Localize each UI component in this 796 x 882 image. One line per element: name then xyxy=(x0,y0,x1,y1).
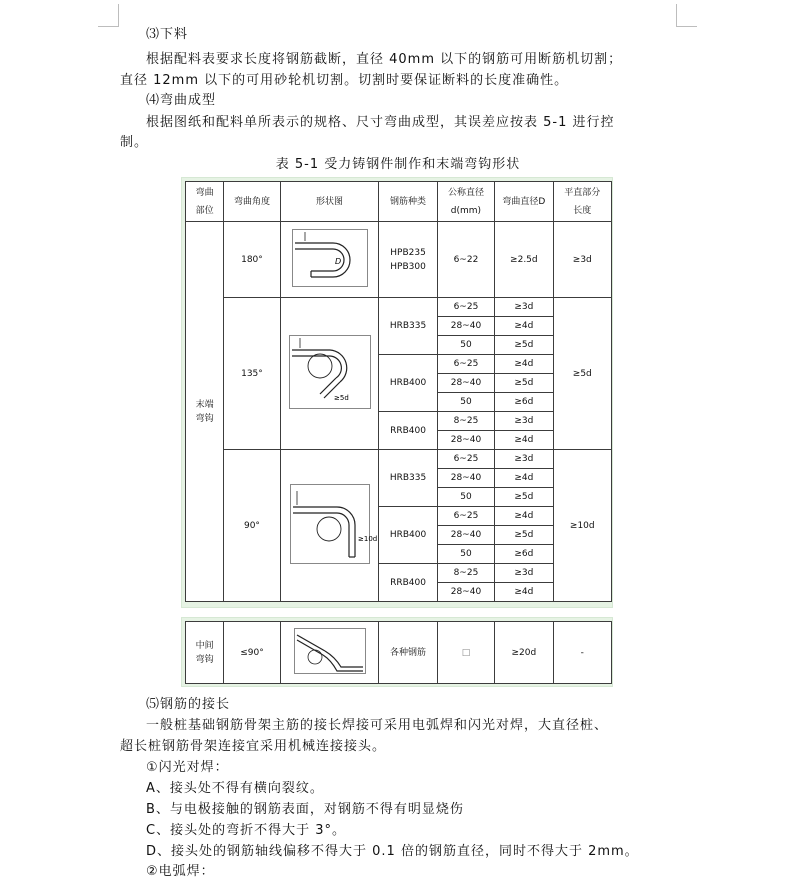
table-caption: 表 5-1 受力铸钢件制作和末端弯钩形状 xyxy=(275,157,521,172)
dia-middle: □ xyxy=(437,622,494,684)
type-135-rrb400: RRB400 xyxy=(379,412,437,450)
bend-135-3: ≥4d xyxy=(495,355,553,374)
label-d: D xyxy=(334,256,341,266)
type-135-hrb335: HRB335 xyxy=(379,298,437,355)
dia-135-2: 50 xyxy=(437,336,494,355)
dia-90-1: 28~40 xyxy=(437,469,494,488)
hook-135-figure xyxy=(289,335,371,409)
bend-90-7: ≥4d xyxy=(495,583,553,602)
header-type: 钢筋种类 xyxy=(379,182,437,222)
straight-90: ≥10d xyxy=(553,450,611,602)
bend-135-2: ≥5d xyxy=(495,336,553,355)
dia-90-7: 28~40 xyxy=(437,583,494,602)
heading-splice: ⑸钢筋的接长 xyxy=(146,697,231,712)
sub-arc-welding: ②电弧焊： xyxy=(146,864,215,879)
label-len-10d: ≥10d xyxy=(357,534,377,543)
para-bend-line-2: 制。 xyxy=(120,135,149,150)
para-splice-line-1: 一般桩基础钢筋骨架主筋的接长焊接可采用电弧焊和闪光对焊，大直径桩、 xyxy=(146,718,609,733)
type-135-hrb400: HRB400 xyxy=(379,355,437,412)
bending-table xyxy=(181,177,613,608)
header-straight-length: 平直部分 长度 xyxy=(553,182,611,222)
shape-90-cell xyxy=(280,450,379,602)
header-shape: 形状图 xyxy=(280,182,379,222)
bend-135-1: ≥4d xyxy=(495,317,553,336)
sub-flash-welding: ①闪光对焊： xyxy=(146,760,229,775)
bend-135-0: ≥3d xyxy=(495,298,553,317)
type-90-hrb335: HRB335 xyxy=(379,450,437,507)
bend-90-2: ≥5d xyxy=(495,488,553,507)
bend-90-0: ≥3d xyxy=(495,450,553,469)
straight-135: ≥5d xyxy=(553,298,611,450)
bend-middle: ≥20d xyxy=(495,622,553,684)
dia-90-6: 8~25 xyxy=(437,564,494,583)
bend-180: ≥2.5d xyxy=(495,222,553,298)
heading-bend: ⑷弯曲成型 xyxy=(146,93,217,108)
bend-90-3: ≥4d xyxy=(495,507,553,526)
hook-180-figure xyxy=(292,229,368,287)
bend-135-4: ≥5d xyxy=(495,374,553,393)
para-cut-line-1: 根据配料表要求长度将钢筋截断，直径 40mm 以下的钢筋可用断筋机切割； xyxy=(146,52,623,67)
type-middle: 各种钢筋 xyxy=(379,622,437,684)
dia-135-1: 28~40 xyxy=(437,317,494,336)
dia-90-3: 6~25 xyxy=(437,507,494,526)
item-b: B、与电极接触的钢筋表面，对钢筋不得有明显烧伤 xyxy=(146,802,464,817)
dia-90-5: 50 xyxy=(437,545,494,564)
item-a: A、接头处不得有横向裂纹。 xyxy=(146,781,324,796)
hook-middle-figure xyxy=(294,628,366,674)
header-angle: 弯曲角度 xyxy=(224,182,280,222)
header-diameter: 公称直径 d(mm) xyxy=(437,182,494,222)
type-90-rrb400: RRB400 xyxy=(379,564,437,602)
straight-180: ≥3d xyxy=(553,222,611,298)
shape-135-cell xyxy=(280,298,379,450)
item-d: D、接头处的钢筋轴线偏移不得大于 0.1 倍的钢筋直径，同时不得大于 2mm。 xyxy=(146,844,639,859)
header-part: 弯曲 部位 xyxy=(186,182,224,222)
bend-90-4: ≥5d xyxy=(495,526,553,545)
dia-135-7: 28~40 xyxy=(437,431,494,450)
para-cut-line-2: 直径 12mm 以下的可用砂轮机切割。切割时要保证断料的长度准确性。 xyxy=(120,73,569,88)
heading-cut: ⑶下料 xyxy=(146,27,189,42)
angle-180: 180° xyxy=(224,222,280,298)
para-bend-line-1: 根据图纸和配料单所表示的规格、尺寸弯曲成型，其误差应按表 5-1 进行控 xyxy=(146,115,615,130)
bend-135-5: ≥6d xyxy=(495,393,553,412)
dia-90-2: 50 xyxy=(437,488,494,507)
corner-mark-left xyxy=(98,4,119,27)
type-180: HPB235 HPB300 xyxy=(379,222,437,298)
middle-hook-table xyxy=(181,617,613,687)
hook-90-figure xyxy=(290,484,377,564)
dia-90-0: 6~25 xyxy=(437,450,494,469)
header-bend-diameter: 弯曲直径D xyxy=(495,182,553,222)
dia-135-6: 8~25 xyxy=(437,412,494,431)
dia-180: 6~22 xyxy=(437,222,494,298)
dia-135-3: 6~25 xyxy=(437,355,494,374)
type-90-hrb400: HRB400 xyxy=(379,507,437,564)
shape-middle-cell xyxy=(280,622,379,684)
dia-135-4: 28~40 xyxy=(437,374,494,393)
part-end-hook: 末端 弯钩 xyxy=(186,222,224,602)
angle-90: 90° xyxy=(224,450,280,602)
straight-middle: - xyxy=(553,622,611,684)
item-c: C、接头处的弯折不得大于 3°。 xyxy=(146,823,346,838)
shape-180-cell xyxy=(280,222,379,298)
bend-135-7: ≥4d xyxy=(495,431,553,450)
bend-135-6: ≥3d xyxy=(495,412,553,431)
label-len-5d: ≥5d xyxy=(333,393,349,402)
dia-135-5: 50 xyxy=(437,393,494,412)
para-splice-line-2: 超长桩钢筋骨架连接宜采用机械连接接头。 xyxy=(120,739,387,754)
bend-90-5: ≥6d xyxy=(495,545,553,564)
bend-90-6: ≥3d xyxy=(495,564,553,583)
dia-90-4: 28~40 xyxy=(437,526,494,545)
angle-135: 135° xyxy=(224,298,280,450)
angle-middle: ≤90° xyxy=(224,622,280,684)
bend-90-1: ≥4d xyxy=(495,469,553,488)
dia-135-0: 6~25 xyxy=(437,298,494,317)
part-middle-hook: 中间 弯钩 xyxy=(186,622,224,684)
